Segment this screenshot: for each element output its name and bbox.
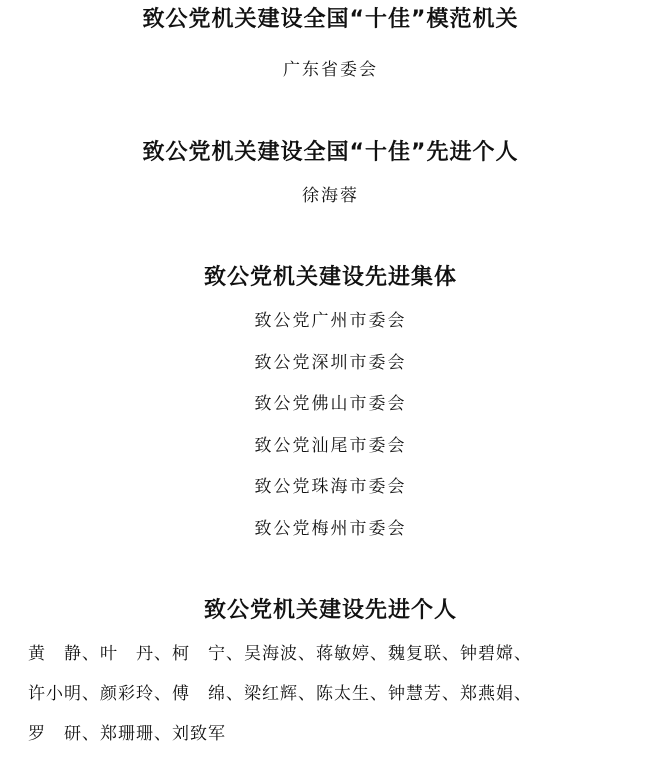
advanced-collective-heading: 致公党机关建设先进集体: [203, 265, 457, 290]
list-item: 致公党梅州市委会: [254, 518, 407, 539]
list-item: 致公党深圳市委会: [254, 352, 407, 373]
advanced-individuals-names: [28, 640, 648, 760]
national-advanced-person-entry: 徐海蓉: [302, 186, 359, 206]
model-org-entry: 广东省委会: [283, 60, 378, 80]
list-item: 致公党珠海市委会: [254, 477, 407, 497]
list-item: 致公党广州市委会: [254, 311, 407, 331]
names-line: 罗 研、郑珊珊、刘致军: [28, 724, 226, 744]
advanced-individuals-heading: 致公党机关建设先进个人: [203, 598, 457, 623]
national-advanced-person-heading: 致公党机关建设全国“十佳”先进个人: [142, 140, 519, 165]
model-org-heading: 致公党机关建设全国“十佳”模范机关: [142, 7, 519, 32]
names-line: 许小明、颜彩玲、傅 绵、梁红辉、陈太生、钟慧芳、郑燕娟、: [28, 684, 532, 704]
advanced-collective-list: [0, 305, 661, 554]
list-item: 致公党佛山市委会: [254, 394, 407, 414]
list-item: 致公党汕尾市委会: [254, 435, 407, 456]
names-line: 黄 静、叶 丹、柯 宁、吴海波、蒋敏婷、魏复联、钟碧嫦、: [28, 644, 532, 664]
